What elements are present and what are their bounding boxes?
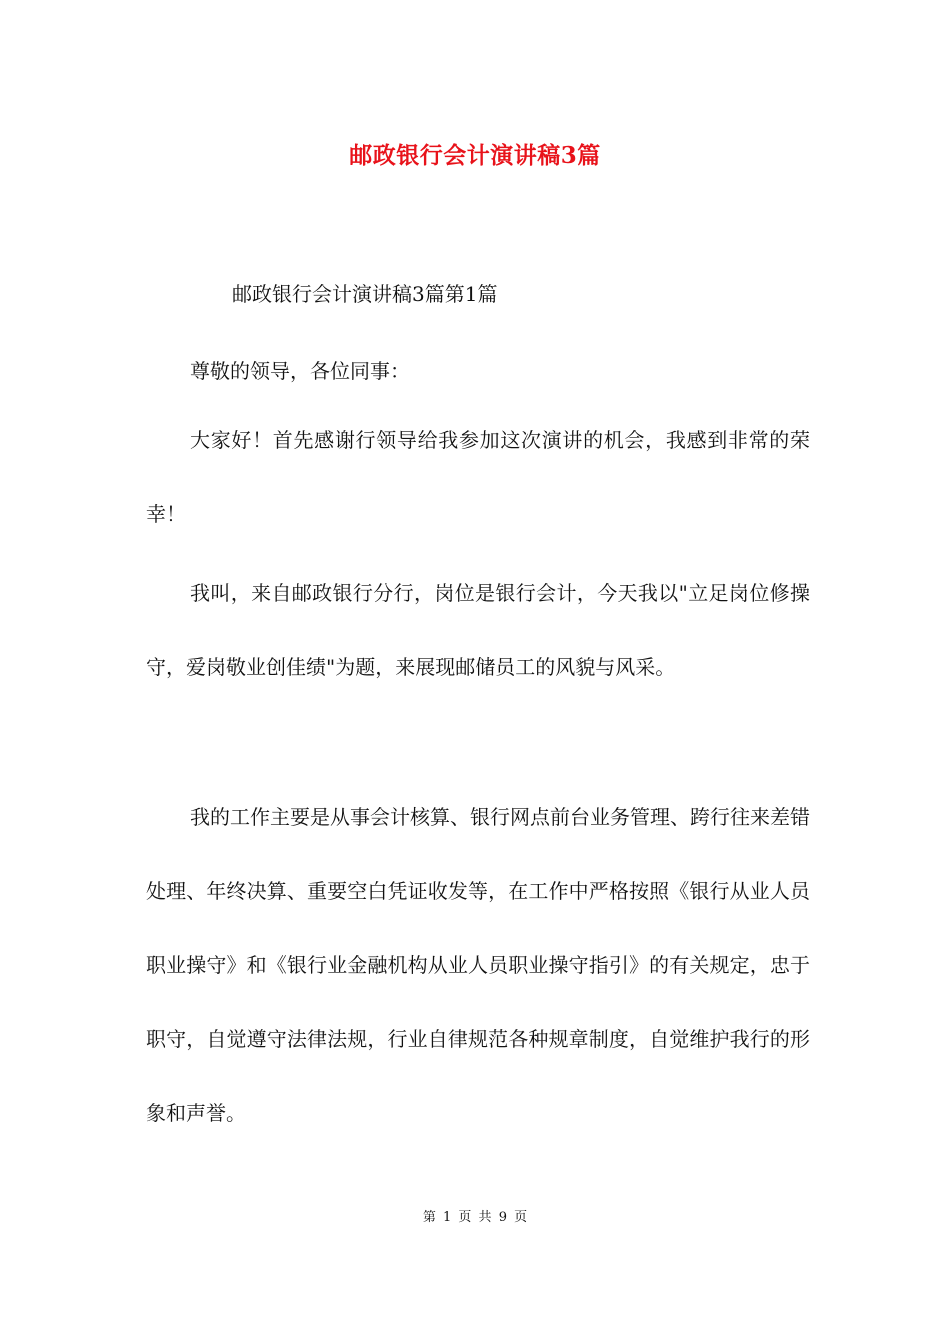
paragraph-introduction: 我叫，来自邮政银行分行，岗位是银行会计，今天我以"立足岗位修操守，爱岗敬业创佳绩"为题，来展现邮储员工的风貌与风采。: [146, 581, 810, 679]
paragraph-work-duties: 我的工作主要是从事会计核算、银行网点前台业务管理、跨行往来差错处理、年终决算、重要空白凭证收发等，在工作中严格按照《银行从业人员职业操守》和《银行业金融机构从业人员职业操守指引》的有关规定，忠于职守，自觉遵守法律法规，行业自律规范各种规章制度，自觉维护我行的形象和声誉。: [146, 805, 810, 1125]
section-heading: 邮政银行会计演讲稿3篇第1篇: [232, 282, 498, 306]
document-title: 邮政银行会计演讲稿3篇: [349, 142, 601, 169]
page-footer: 第 1 页 共 9 页: [422, 1210, 528, 1225]
paragraph-greeting: 大家好！首先感谢行领导给我参加这次演讲的机会，我感到非常的荣幸！: [146, 428, 810, 526]
paragraph-salutation: 尊敬的领导，各位同事：: [190, 359, 410, 383]
